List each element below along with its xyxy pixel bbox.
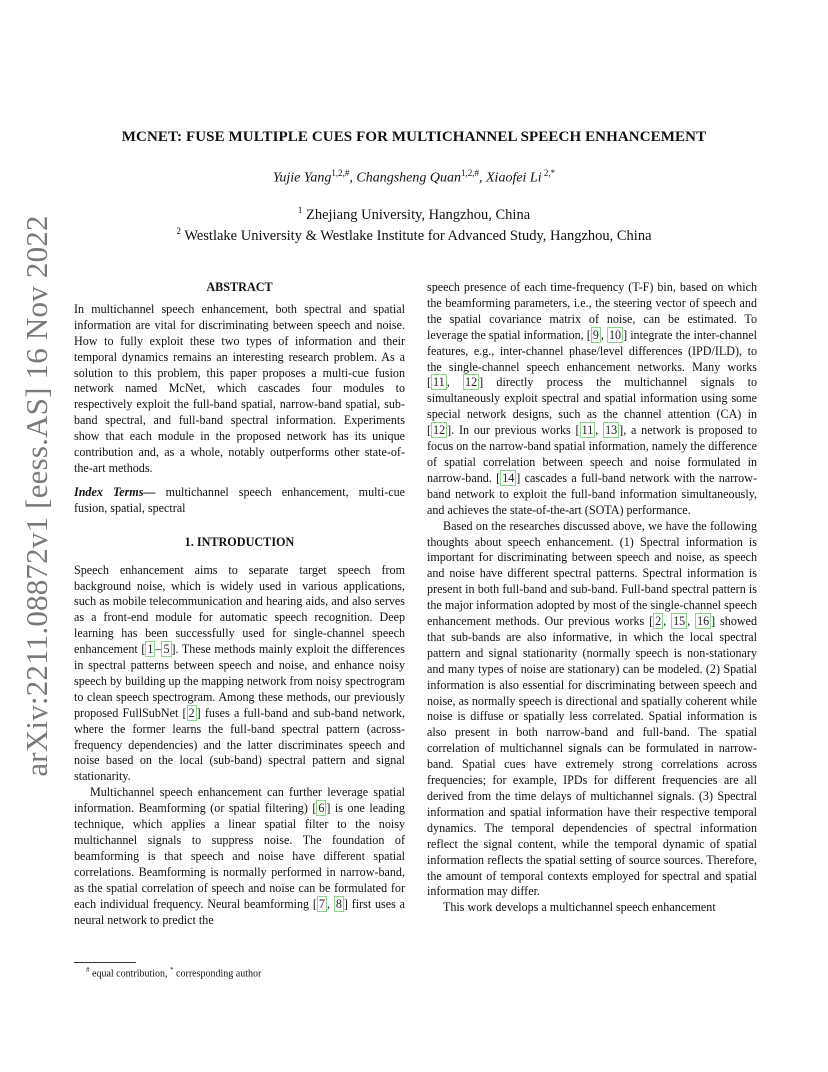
paragraph [74,785,405,928]
citation-link[interactable]: 10 [608,327,622,342]
abstract-text: In multichannel speech enhancement, both spectral and spatial information are vital for discriminating between speech and noise. How to fully exploit these two types of information and their temporal dynamics remains an interesting research problem. As a solution to this problem, this paper proposes a multi-cue fusion network named McNet, which cascades four modules to respectively exploit the full-band spatial, narrow-band spatial, sub-band spectral, and full-band spectral information. Experiments show that each module in the proposed network has its unique contribution and, as a whole, notably outperforms other state-of-the-art methods. [74,301,405,475]
paragraph-text: , [687,614,696,629]
right-column [427,280,757,916]
citation-link[interactable]: 13 [605,423,618,438]
citation-link[interactable]: 2 [655,614,662,629]
citation-link[interactable]: 6 [318,801,325,816]
footnote-text: equal contribution, [89,968,171,980]
citation-link[interactable]: 1 [147,642,154,657]
paragraph-text: , [600,327,607,342]
footnote-sup: * [170,966,174,974]
paragraph-text: ] cascades a full-band network with the narrow-band network to exploit the full-band information simultaneously, and achieves the state-of-the-art (SOTA) performance. [427,470,757,517]
citation-link[interactable]: 9 [592,327,599,342]
index-terms-label: Index Terms— [74,484,156,499]
affiliation-sup: 2 [176,226,181,236]
affiliation [0,226,828,245]
paragraph-text: speech presence of each time-frequency (T-F) bin, based on which the beamforming parameters, i.e., the steering vector of speech and the spatial covariance matrix of noise, can be estimated. To leverage the spatial information, [ [427,280,757,342]
paragraph-text: ] directly process the multichannel signals to simultaneously exploit spectral and spatial information using some special network designs, such as the channel attention (CA) in [ [427,375,758,438]
footnote-sup: # [86,966,90,974]
paragraph-text: , [595,423,604,438]
paragraph-text: , [446,375,464,390]
arxiv-watermark [17,215,57,777]
footnote-rule [74,962,136,963]
affiliation-text: Westlake University & Westlake Institute for Advanced Study, Hangzhou, China [180,227,652,244]
intro-paragraphs [74,563,405,929]
citation-link[interactable]: 11 [433,375,445,390]
citation-link[interactable]: 16 [697,614,710,629]
author-name: Xiaofei Li [486,170,542,186]
author-list: Yujie Yang$^{1,2,\#}$, Changsheng Quan$^{1,2,\#}$, Xiaofei Li $^{2,*}$ [272,168,556,186]
citation-link[interactable]: 12 [433,423,446,438]
author-affil-sup: 1,2,# [331,168,350,178]
paragraph-text: This work develops a multichannel speech enhancement [443,900,716,915]
affiliation-text: Zhejiang University, Hangzhou, China [302,206,531,223]
right-paragraphs [427,280,757,916]
author-affil-sup: 2,* [541,168,556,178]
author-name: Changsheng Quan [356,170,461,186]
paper-title: MCNET: FUSE MULTIPLE CUES FOR MULTICHANNEL SPEECH ENHANCEMENT [121,129,707,145]
paragraph-text: Based on the researches discussed above, we have the following thoughts about speech enhancement. (1) Spectral information is important for discriminating between speech and noise, as speech and noise have different spectral patterns. Spectral information is present in both full-band and sub-band. Full-band spectral pattern is the major information adopted by most of the single-channel speech enhancement methods. Our previous works [ [427,518,757,629]
citation-link[interactable]: 8 [335,896,342,911]
index-terms-text: multichannel speech enhancement, multi-cue fusion, spatial, spectral [74,484,406,515]
abstract-heading: ABSTRACT [206,280,273,294]
author-name: Yujie Yang [272,170,332,186]
citation-link[interactable]: 11 [581,423,594,438]
paragraph-text: , [663,614,672,629]
paragraph-text: ] fuses a full-band and sub-band network, where the former learns the full-band spectral pattern (across-frequency dependencies) and the latter discriminates speech and noise based on the local (sub-band) spectral pattern and signal stationarity. [74,705,406,784]
paragraph-text: ]. In our previous works [ [447,423,580,438]
citation-link[interactable]: 15 [673,614,686,629]
paragraph-text: – [155,642,162,657]
paragraph-text: ]. These methods mainly exploit the differences in spectral patterns between speech and noise, and enhance noisy speech by building up the mapping network from noisy spectrogram to clean speech spectrogram. Among these methods, our previously proposed FullSubNet [ [74,642,405,720]
citation-link[interactable]: 2 [188,705,195,720]
paragraph-text: , [326,896,334,911]
index-terms [74,485,405,517]
affiliation-sup: 1 [297,205,303,215]
affiliation [0,205,828,224]
paragraph-text: ] integrate the inter-channel features, e.g., inter-channel phase/level differences (IPD/ILD), to the single-channel speech enhancement networks. Many works [ [427,327,758,390]
section-heading: 1. INTRODUCTION [184,534,295,549]
citation-link[interactable]: 5 [163,642,170,657]
left-column [74,280,405,928]
paragraph-text: Multichannel speech enhancement can further leverage spatial information. Beamforming (or spatial filtering) [ [74,785,405,816]
paragraph-text: ] first uses a neural network to predict the [74,896,405,927]
citation-link[interactable]: 14 [502,470,515,485]
footnote-text: corresponding author [173,968,262,980]
paragraph [74,563,405,786]
citation-link[interactable]: 12 [465,375,478,390]
paragraph [427,280,757,519]
paragraph-text: ], a network is proposed to focus on the narrow-band spatial information, namely the difference of spatial correlation between speech and noise formulated in narrow-band. [ [427,423,758,485]
author-affil-sup: 1,2,# [461,168,479,178]
footnote [86,966,261,979]
arxiv-id: arXiv:2211.08872v1 [eess.AS] 16 Nov 2022 [19,215,54,777]
paragraph [427,519,757,901]
paragraph-text: ] showed that sub-bands are also informative, in which the local spectral pattern and signal stationarity (normally speech is non-stationary and many types of noise are stationary) can be modeled. (2) Spatial information is also essential for discriminating between speech and noise, as normally speech is directional and spatially coherent while noise is diffuse or spatially less correlated. Spatial information is also present in both narrow-band and full-band. The spatial correlation of multichannel signals can be formulated in narrow-band. Spatial cues have extremely strong correlations across frequencies; for example, IPDs for different frequencies are all derived from the time delays of multichannel signals. (3) Spectral information and spatial information have their respective temporal dynamics. The temporal dependencies of spectral information reflect the signal content, while the temporal dynamic of spatial information reflects the spatial setting of source sources. Therefore, the amount of temporal contexts employed for spectral and spatial information may differ. [427,614,758,899]
paragraph [427,900,757,916]
paragraph-text: ] is one leading technique, which applies a linear spatial filter to the noisy multichannel signals to suppress noise. The foundation of beamforming is that speech and noise have different spatial correlations. Beamforming is normally performed in narrow-band, as the spatial correlation of speech and noise can be formulated for each individual frequency. Neural beamforming [ [74,801,405,911]
paragraph-text: Speech enhancement aims to separate target speech from background noise, which is widely used in various applications, such as mobile telecommunication and hearing aids, and also serves as a front-end module for automatic speech recognition. Deep learning has been successfully used for single-channel speech enhancement [ [74,562,405,657]
citation-link[interactable]: 7 [318,896,325,911]
